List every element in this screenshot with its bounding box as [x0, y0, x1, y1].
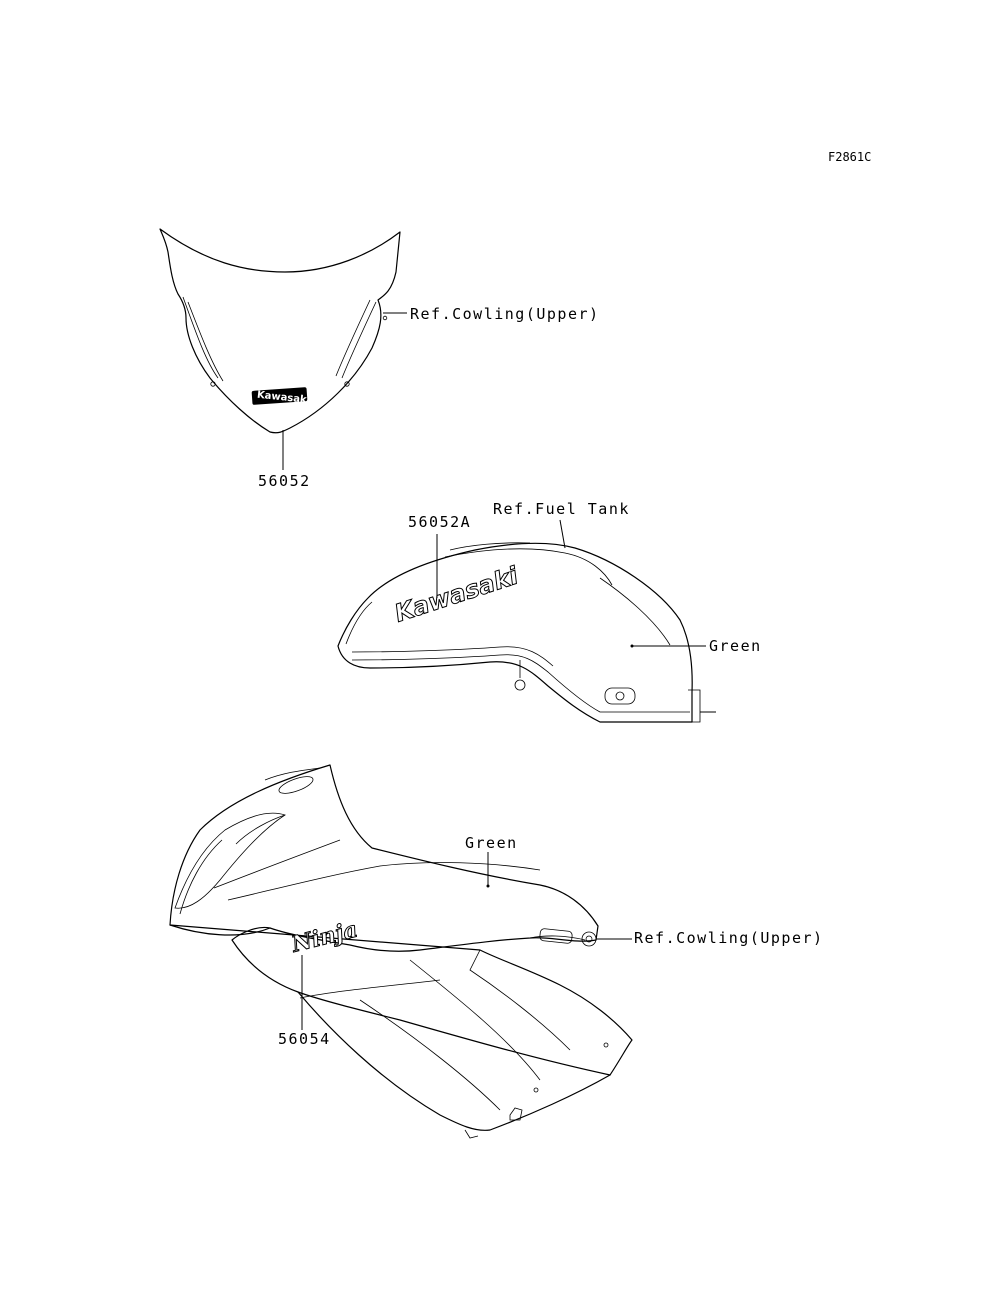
- fuel-tank-color-label: Green: [709, 637, 762, 655]
- side-cowl-ref-label: Ref.Cowling(Upper): [634, 929, 824, 947]
- side-cowl-decal-text: Ninja: [289, 916, 361, 958]
- side-cowl-color-label: Green: [465, 834, 518, 852]
- side-cowl-drawing: [170, 765, 632, 1138]
- figure-code: F2861C: [828, 150, 872, 164]
- side-cowl-part-number: 56054: [278, 1030, 331, 1048]
- windshield-decal-text: Kawasaki: [256, 389, 311, 407]
- windshield-ref-label: Ref.Cowling(Upper): [410, 305, 600, 323]
- fuel-tank-decal-text: Kawasaki: [391, 561, 522, 628]
- windshield-part-number: 56052: [258, 472, 311, 490]
- fuel-tank-ref-label: Ref.Fuel Tank: [493, 500, 630, 518]
- fuel-tank-drawing: [338, 520, 716, 722]
- fuel-tank-part-number: 56052A: [408, 513, 472, 531]
- windshield-drawing: [160, 229, 407, 470]
